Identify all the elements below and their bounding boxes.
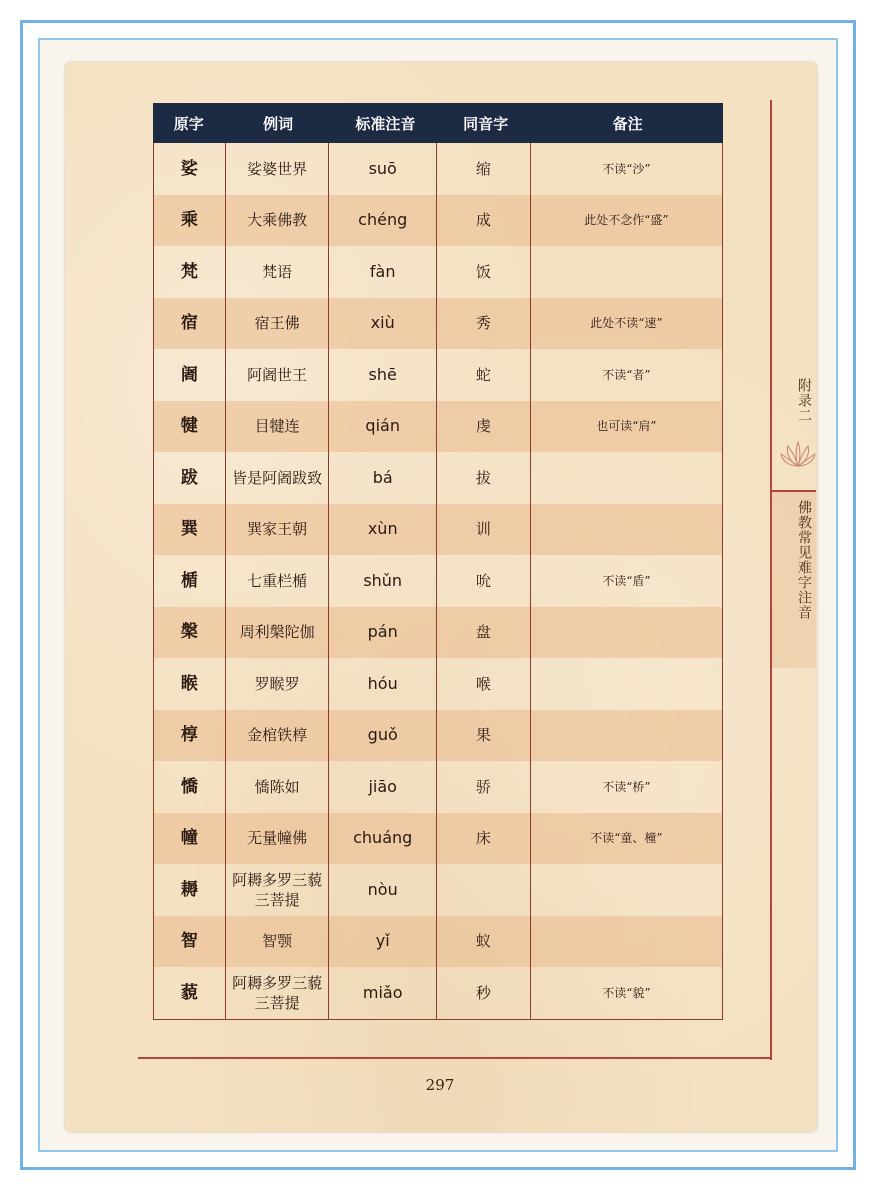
homophone-cell: 成 — [437, 195, 531, 247]
pinyin-cell: pán — [329, 607, 437, 659]
pinyin-cell: jiāo — [329, 761, 437, 813]
example-cell: 阿阇世王 — [226, 349, 330, 401]
table-row — [154, 555, 722, 607]
note-cell — [531, 916, 722, 968]
original-char-cell: 阇 — [154, 349, 226, 401]
table-row — [154, 195, 722, 247]
homophone-cell: 拔 — [437, 452, 531, 504]
example-cell: 罗睺罗 — [226, 658, 330, 710]
pinyin-cell: suō — [329, 143, 437, 195]
homophone-cell: 秒 — [437, 967, 531, 1019]
example-cell: 智颚 — [226, 916, 330, 968]
homophone-cell: 缩 — [437, 143, 531, 195]
original-char-cell: 智 — [154, 916, 226, 968]
table-row — [154, 813, 722, 865]
section-title: 佛教常见难字注音 — [796, 500, 812, 620]
table-row — [154, 967, 722, 1019]
table-row — [154, 607, 722, 659]
note-cell: 此处不念作“盛” — [584, 213, 669, 228]
example-cell: 巽家王朝 — [226, 504, 330, 556]
header-pinyin: 标准注音 — [355, 114, 416, 133]
note-cell — [531, 504, 722, 556]
homophone-cell: 盘 — [437, 607, 531, 659]
pinyin-cell: chéng — [329, 195, 437, 247]
page-number: 297 — [425, 1076, 455, 1094]
header-example: 例词 — [263, 114, 294, 133]
original-char-cell: 憍 — [154, 761, 226, 813]
lotus-icon — [780, 440, 816, 468]
table-row — [154, 452, 722, 504]
original-char-cell: 藐 — [154, 967, 226, 1019]
original-char-cell: 幢 — [154, 813, 226, 865]
homophone-cell: 骄 — [437, 761, 531, 813]
note-cell: 此处不读“速” — [590, 316, 663, 331]
pinyin-cell: bá — [329, 452, 437, 504]
original-char-cell: 槃 — [154, 607, 226, 659]
pinyin-cell: xùn — [329, 504, 437, 556]
homophone-cell: 果 — [437, 710, 531, 762]
table-row — [154, 401, 722, 453]
example-cell: 无量幢佛 — [226, 813, 330, 865]
pinyin-cell: qián — [329, 401, 437, 453]
table-row — [154, 504, 722, 556]
example-cell: 娑婆世界 — [226, 143, 330, 195]
note-cell: 不读“盾” — [602, 573, 651, 588]
original-char-cell: 睺 — [154, 658, 226, 710]
bottom-rule — [138, 1057, 772, 1059]
homophone-cell: 饭 — [437, 246, 531, 298]
homophone-cell: 床 — [437, 813, 531, 865]
homophone-cell: 虔 — [437, 401, 531, 453]
original-char-cell: 跋 — [154, 452, 226, 504]
table-row — [154, 246, 722, 298]
appendix-label: 附录二 — [796, 378, 812, 423]
example-cell: 目犍连 — [226, 401, 330, 453]
example-cell: 金棺铁椁 — [226, 710, 330, 762]
side-rule — [770, 100, 772, 1060]
header-original-char: 原字 — [173, 114, 204, 133]
pinyin-cell: shǔn — [329, 555, 437, 607]
side-rule-divider — [770, 490, 816, 492]
table-row — [154, 143, 722, 195]
example-cell: 大乘佛教 — [226, 195, 330, 247]
original-char-cell: 巽 — [154, 504, 226, 556]
original-char-cell: 梵 — [154, 246, 226, 298]
table-row — [154, 298, 722, 350]
pinyin-cell: hóu — [329, 658, 437, 710]
homophone-cell: 训 — [437, 504, 531, 556]
header-note: 备注 — [612, 114, 643, 133]
original-char-cell: 椁 — [154, 710, 226, 762]
homophone-cell — [437, 864, 531, 916]
header-homophone: 同音字 — [463, 114, 509, 133]
original-char-cell: 犍 — [154, 401, 226, 453]
example-cell: 憍陈如 — [226, 761, 330, 813]
note-cell — [531, 607, 722, 659]
pinyin-cell: guǒ — [329, 710, 437, 762]
note-cell: 也可读“肩” — [596, 419, 657, 434]
example-cell: 七重栏楯 — [226, 555, 330, 607]
note-cell — [531, 246, 722, 298]
pronunciation-table — [153, 103, 723, 1020]
example-cell: 阿耨多罗三藐三菩提 — [226, 864, 330, 916]
original-char-cell: 楯 — [154, 555, 226, 607]
pinyin-cell: yǐ — [329, 916, 437, 968]
homophone-cell: 秀 — [437, 298, 531, 350]
table-row — [154, 710, 722, 762]
table-row — [154, 349, 722, 401]
note-cell: 不读“貌” — [602, 985, 651, 1000]
pinyin-cell: miǎo — [329, 967, 437, 1019]
pinyin-cell: chuáng — [329, 813, 437, 865]
example-cell: 宿王佛 — [226, 298, 330, 350]
pinyin-cell: nòu — [329, 864, 437, 916]
note-cell — [531, 710, 722, 762]
homophone-cell: 蚁 — [437, 916, 531, 968]
example-cell: 周利槃陀伽 — [226, 607, 330, 659]
homophone-cell: 喉 — [437, 658, 531, 710]
table-row — [154, 864, 722, 916]
note-cell: 不读“童、橦” — [590, 831, 663, 846]
example-cell: 梵语 — [226, 246, 330, 298]
table-row — [154, 761, 722, 813]
original-char-cell: 乘 — [154, 195, 226, 247]
note-cell: 不读“者” — [602, 367, 651, 382]
table-row — [154, 916, 722, 968]
example-cell: 皆是阿阇跋致 — [226, 452, 330, 504]
original-char-cell: 宿 — [154, 298, 226, 350]
note-cell — [531, 658, 722, 710]
homophone-cell: 蛇 — [437, 349, 531, 401]
pinyin-cell: shē — [329, 349, 437, 401]
note-cell — [531, 864, 722, 916]
original-char-cell: 娑 — [154, 143, 226, 195]
homophone-cell: 吮 — [437, 555, 531, 607]
table-body — [153, 143, 723, 1020]
example-cell: 阿耨多罗三藐三菩提 — [226, 967, 330, 1019]
note-cell: 不读“沙” — [602, 161, 651, 176]
table-row — [154, 658, 722, 710]
note-cell — [531, 452, 722, 504]
table-header — [153, 103, 723, 143]
note-cell: 不读“桥” — [602, 779, 651, 794]
original-char-cell: 耨 — [154, 864, 226, 916]
pinyin-cell: fàn — [329, 246, 437, 298]
pinyin-cell: xiù — [329, 298, 437, 350]
